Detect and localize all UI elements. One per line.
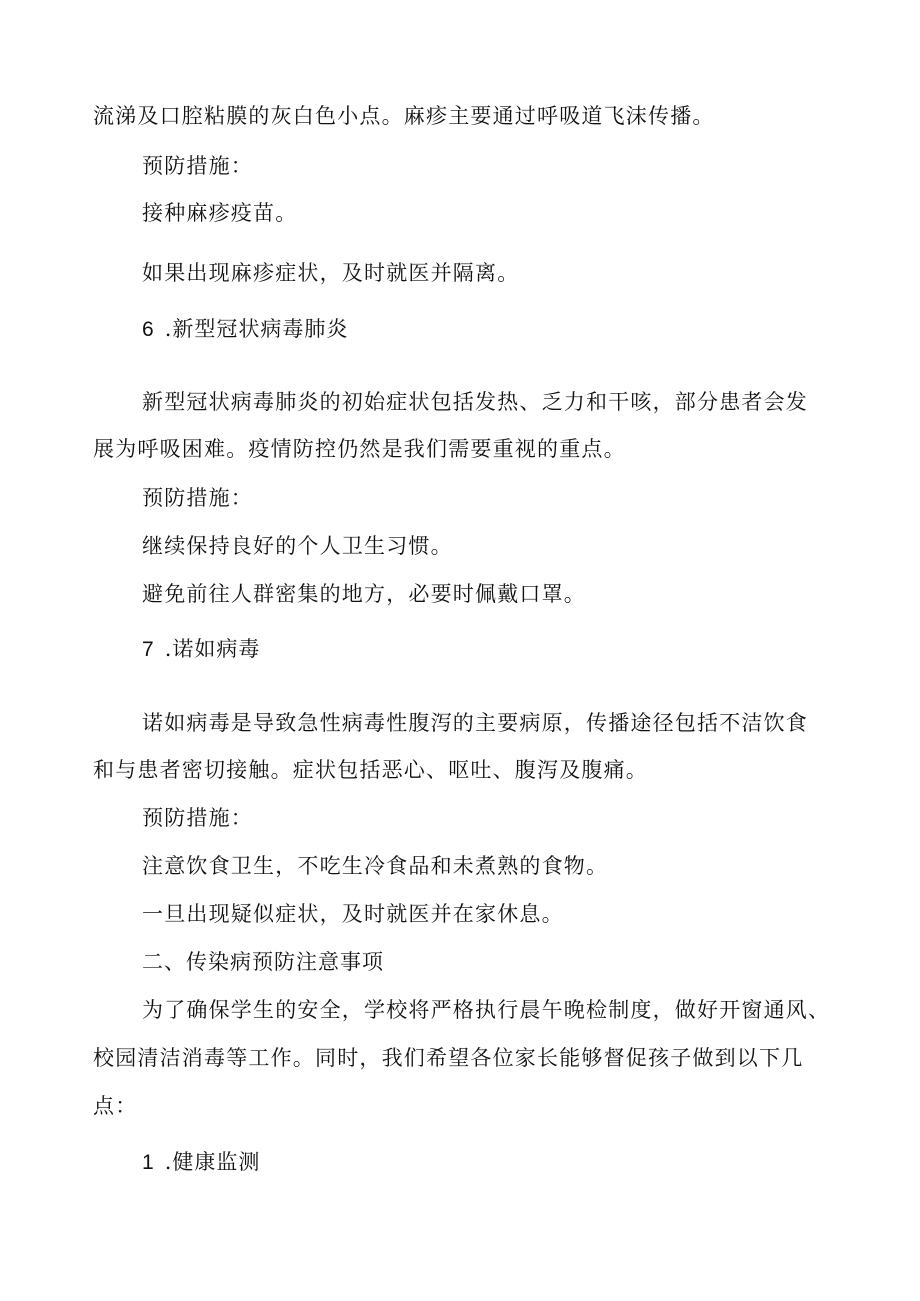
section-title: .诺如病毒 [164,637,261,661]
paragraph-line: 流涕及口腔粘膜的灰白色小点。麻疹主要通过呼吸道飞沫传播。 [93,104,715,128]
paragraph-line: 点： [93,1094,138,1118]
prevention-label: 预防措施： [142,806,253,830]
paragraph-line: 展为呼吸困难。疫情防控仍然是我们需要重视的重点。 [93,437,626,461]
paragraph-line: 为了确保学生的安全，学校将严格执行晨午晚检制度，做好开窗通风、 [142,998,831,1022]
list-item: 如果出现麻疹症状，及时就医并隔离。 [142,261,520,285]
paragraph-line: 和与患者密切接触。症状包括恶心、呕吐、腹泻及腹痛。 [93,758,648,782]
subsection-heading-1 [142,1147,260,1178]
section-title: .新型冠状病毒肺炎 [164,317,349,341]
section-heading-7 [142,634,260,665]
section-number: 7 [142,638,155,661]
section-number: 1 [142,1151,155,1174]
list-item: 继续保持良好的个人卫生习惯。 [142,534,453,558]
list-item: 避免前往人群密集的地方，必要时佩戴口罩。 [142,582,586,606]
paragraph-line: 校园清洁消毒等工作。同时，我们希望各位家长能够督促孩子做到以下几 [93,1046,804,1070]
section-number: 6 [142,318,155,341]
paragraph-line: 新型冠状病毒肺炎的初始症状包括发热、乏力和干咳，部分患者会发 [142,390,808,414]
section-heading-2: 二、传染病预防注意事项 [142,950,384,974]
list-item: 接种麻疹疫苗。 [142,201,298,225]
prevention-label: 预防措施： [142,154,253,178]
list-item: 一旦出现疑似症状，及时就医并在家休息。 [142,902,564,926]
paragraph-line: 诺如病毒是导致急性病毒性腹泻的主要病原，传播途径包括不洁饮食 [142,711,808,735]
section-heading-6 [142,314,348,345]
section-title: .健康监测 [164,1150,261,1174]
prevention-label: 预防措施： [142,486,253,510]
list-item: 注意饮食卫生，不吃生冷食品和未煮熟的食物。 [142,854,609,878]
